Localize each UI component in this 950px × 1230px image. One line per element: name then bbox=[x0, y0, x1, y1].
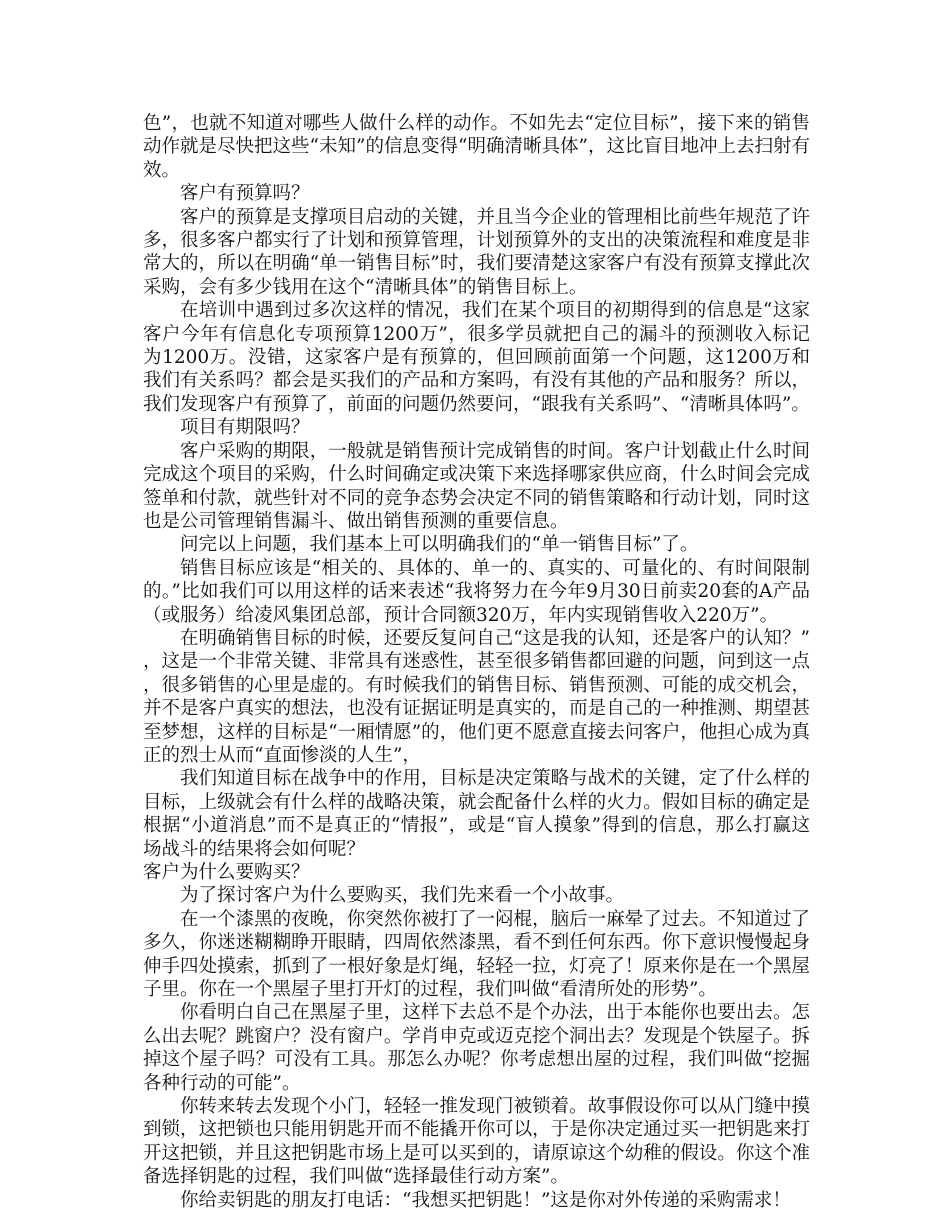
paragraph: 问完以上问题，我们基本上可以明确我们的“单一销售目标”了。 bbox=[180, 534, 699, 556]
section-question: 项目有期限吗？ bbox=[180, 417, 310, 439]
paragraph: 为了探讨客户为什么要购买，我们先来看一个小故事。 bbox=[180, 885, 625, 907]
paragraph: 在一个漆黑的夜晚，你突然你被打了一闷棍，脑后一麻晕了过去。不知道过了多久，你迷迷糊糊睁开眼睛，四周依然漆黑，看不到任何东西。你下意识慢慢起身伸手四处摸索，抓到了一根好象是灯绳，轻轻一拉，灯亮了！原来你是在一个黑屋子里。你在一个黑屋子里打开灯的过程，我们叫做“看清所处的形势”。 bbox=[143, 908, 810, 1001]
paragraph: 你转来转去发现个小门，轻轻一推发现门被锁着。故事假设你可以从门缝中摸到锁，这把锁也只能用钥匙开而不能撬开你可以，于是你决定通过买一把钥匙来打开这把锁，并且这把钥匙市场上是可以买到的，请原谅这个幼稚的假设。你这个准备选择钥匙的过程，我们叫做“选择最佳行动方案”。 bbox=[143, 1096, 810, 1188]
paragraph: 客户的预算是支撑项目启动的关键，并且当今企业的管理相比前些年规范了许多，很多客户都实行了计划和预算管理，计划预算外的支出的决策流程和难度是非常大的，所以在明确“单一销售目标”时，我们要清楚这家客户有没有预算支撑此次采购，会有多少钱用在这个“清晰具体”的销售目标上。 bbox=[143, 206, 810, 298]
paragraph: 你给卖钥匙的朋友打电话：“我想买把钥匙！”这是你对外传递的采购需求！ bbox=[180, 1189, 791, 1211]
paragraph: 在培训中遇到过多次这样的情况，我们在某个项目的初期得到的信息是“这家客户今年有信息化专项预算1200万”，很多学员就把自己的漏斗的预测收入标记为1200万。没错，这家客户是有预算的，但回顾前面第一个问题，这1200万和我们有关系吗？都会是买我们的产品和方案吗，有没有其他的产品和服务？所以，我们发现客户有预算了，前面的问题仍然要问，“跟我有关系吗”、“清晰具体吗”。 bbox=[143, 300, 810, 415]
paragraph: 你看明白自己在黑屋子里，这样下去总不是个办法，出于本能你也要出去。怎么出去呢？跳窗户？没有窗户。学肖申克或迈克挖个洞出去？发现是个铁屋子。拆掉这个屋子吗？可没有工具。那怎么办呢？你考虑想出屋的过程，我们叫做“挖掘各种行动的可能”。 bbox=[143, 1002, 810, 1094]
paragraph: 客户采购的期限，一般就是销售预计完成销售的时间。客户计划截止什么时间完成这个项目的采购，什么时间确定或决策下来选择哪家供应商，什么时间会完成签单和付款，就些针对不同的竞争态势会决定不同的销售策略和行动计划，同时这也是公司管理销售漏斗、做出销售预测的重要信息。 bbox=[143, 440, 810, 532]
paragraph: 在明确销售目标的时候，还要反复问自己“这是我的认知，还是客户的认知？”，这是一个非常关键、非常具有迷惑性，甚至很多销售都回避的问题，问到这一点，很多销售的心里是虚的。有时候我们的销售目标、销售预测、可能的成交机会，并不是客户真实的想法，也没有证据证明是真实的，而是自己的一种推测、期望甚至梦想，这样的目标是“一厢情愿”的，他们更不愿意直接去问客户，他担心成为真正的烈士从而“直面惨淡的人生”， bbox=[143, 627, 810, 766]
section-heading: 客户为什么要购买？ bbox=[143, 862, 310, 883]
paragraph: 我们知道目标在战争中的作用，目标是决定策略与战术的关键，定了什么样的目标，上级就会有什么样的战略决策，就会配备什么样的火力。假如目标的确定是根据“小道消息”而不是真正的“情报”，或是“盲人摸象”得到的信息，那么打赢这场战斗的结果将会如何呢？ bbox=[143, 768, 810, 860]
section-question: 客户有预算吗？ bbox=[180, 183, 310, 205]
document-page bbox=[143, 112, 810, 1212]
paragraph: 销售目标应该是“相关的、具体的、单一的、真实的、可量化的、有时间限制的。”比如我们可以用这样的话来表述“我将努力在今年9月30日前卖20套的A产品（或服务）给凌风集团总部，预计合同额320万，年内实现销售收入220万”。 bbox=[143, 557, 810, 626]
paragraph: 色”，也就不知道对哪些人做什么样的动作。不如先去“定位目标”，接下来的销售动作就是尽快把这些“未知”的信息变得“明确清晰具体”，这比盲目地冲上去扫射有效。 bbox=[143, 113, 810, 181]
